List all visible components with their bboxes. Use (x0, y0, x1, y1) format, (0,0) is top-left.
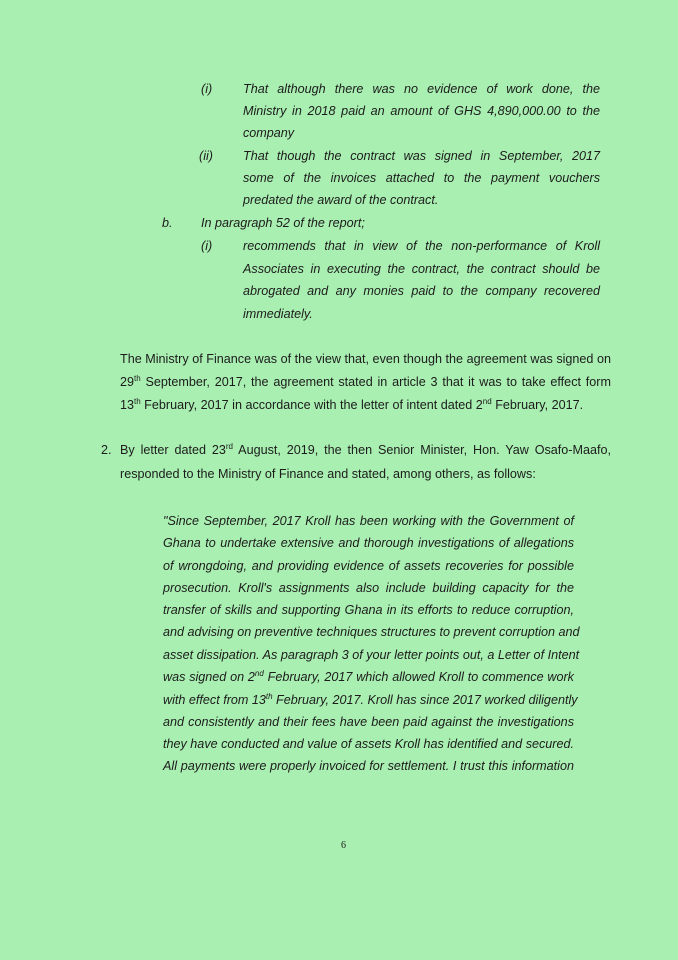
superscript: rd (225, 442, 233, 451)
text-line: "Since September, 2017 Kroll has been working with the Government of (163, 514, 574, 528)
superscript: nd (482, 397, 492, 406)
list-label: (i) (201, 82, 213, 96)
text-line: Ghana to undertake extensive and thorough investigations of allegations (163, 536, 574, 550)
text-line: prosecution. Kroll's assignments also include building capacity for the (163, 581, 574, 595)
text-line: 13th February, 2017 in accordance with the letter of intent dated 2nd February, 2017. (120, 397, 584, 412)
superscript: th (265, 692, 273, 701)
text-line: In paragraph 52 of the report; (201, 216, 365, 230)
text-line: That though the contract was signed in September, 2017 (243, 149, 600, 163)
text-line: abrogated and any monies paid to the company recovered (243, 284, 600, 298)
list-label: b. (162, 216, 173, 230)
text-line: recommends that in view of the non-performance of Kroll (243, 239, 600, 253)
text-line: That although there was no evidence of work done, the (243, 82, 600, 96)
text-line: responded to the Ministry of Finance and stated, among others, as follows: (120, 467, 536, 481)
list-label: 2. (101, 443, 112, 457)
superscript: th (134, 374, 141, 383)
text-line: immediately. (243, 307, 313, 321)
text-line: predated the award of the contract. (243, 193, 439, 207)
text-line: was signed on 2nd February, 2017 which allowed Kroll to commence work (163, 669, 574, 684)
text-line: of wrongdoing, and providing evidence of assets recoveries for possible (163, 559, 574, 573)
text-line: and advising on preventive techniques structures to prevent corruption and (163, 625, 580, 639)
text-line: asset dissipation. As paragraph 3 of your letter points out, a Letter of Intent (163, 648, 580, 662)
text-line: The Ministry of Finance was of the view that, even though the agreement was signed on (120, 352, 611, 366)
text-line: some of the invoices attached to the payment vouchers (243, 171, 600, 185)
text-line: they have conducted and value of assets Kroll has identified and secured. (163, 737, 574, 751)
page-number: 6 (341, 840, 346, 851)
superscript: nd (254, 669, 264, 678)
text-line: company (243, 126, 295, 140)
text-line: 29th September, 2017, the agreement stated in article 3 that it was to take effect form (120, 374, 611, 389)
text-line: All payments were properly invoiced for settlement. I trust this information (163, 759, 574, 773)
text-line: By letter dated 23rd August, 2019, the then Senior Minister, Hon. Yaw Osafo-Maafo, (120, 442, 612, 457)
text-line: Ministry in 2018 paid an amount of GHS 4,890,000.00 to the (243, 104, 600, 118)
list-label: (i) (201, 239, 213, 253)
text-line: with effect from 13th February, 2017. Kroll has since 2017 worked diligently (163, 692, 578, 707)
text-line: and consistently and their fees have been paid against the investigations (163, 715, 574, 729)
list-label: (ii) (199, 149, 213, 163)
superscript: th (134, 397, 141, 406)
text-line: transfer of skills and supporting Ghana in its efforts to reduce corruption, (163, 603, 574, 617)
text-line: Associates in executing the contract, the contract should be (243, 262, 600, 276)
